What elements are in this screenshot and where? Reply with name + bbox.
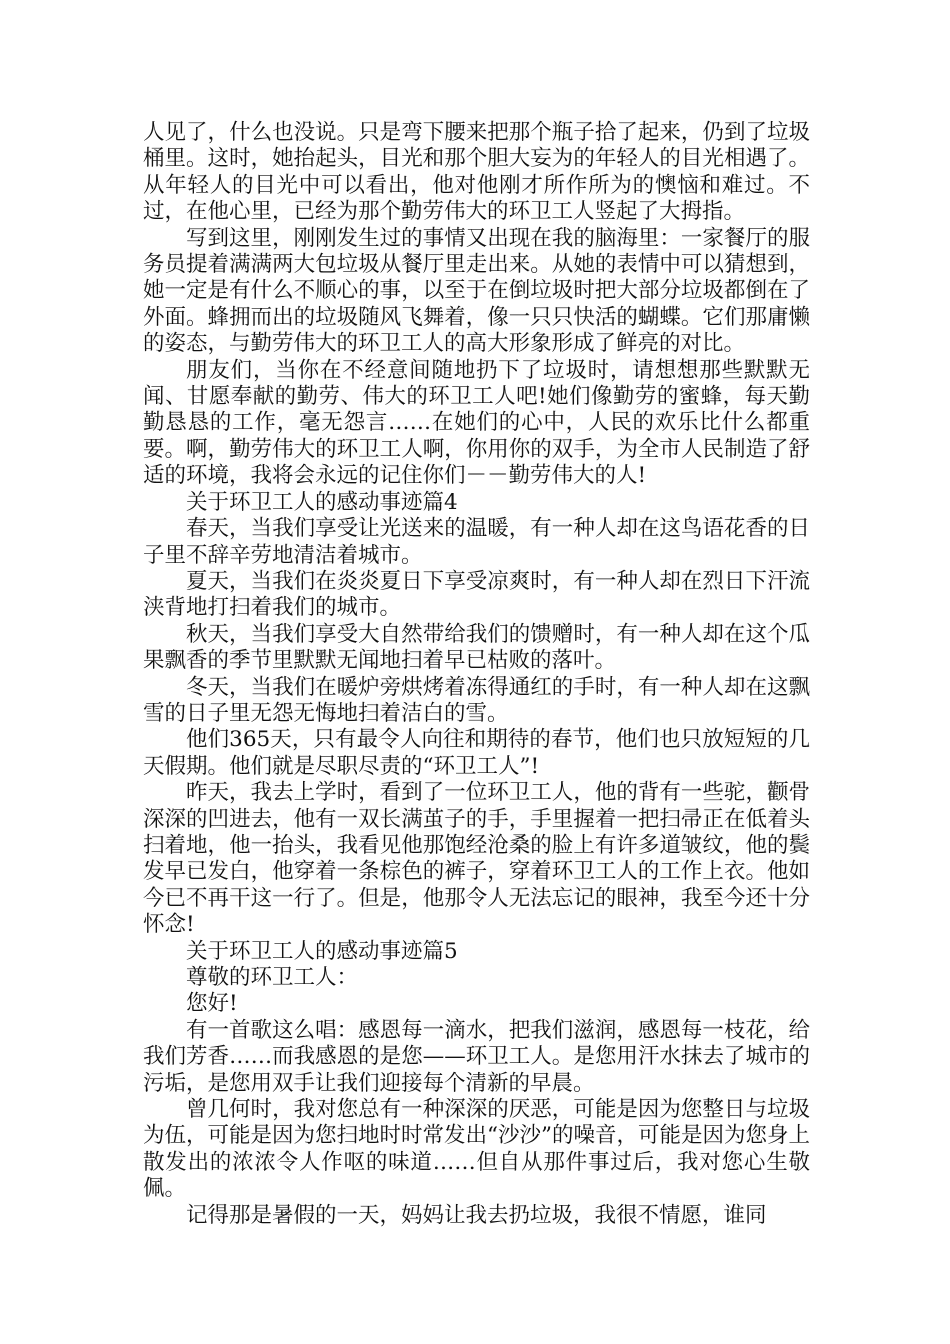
body-paragraph: 曾几何时，我对您总有一种深深的厌恶，可能是因为您整日与垃圾为伍，可能是因为您扫地时时常发出“沙沙”的噪音，可能是因为您身上散发出的浓浓令人作呕的味道……但自从那件事过后，我对您心生敬佩。 [143, 1097, 810, 1202]
body-paragraph: 人见了，什么也没说。只是弯下腰来把那个瓶子拾了起来，仍到了垃圾桶里。这时，她抬起头，目光和那个胆大妄为的年轻人的目光相遇了。从年轻人的目光中可以看出，他对他刚才所作所为的懊恼和难过。不过，在他心里，已经为那个勤劳伟大的环卫工人竖起了大拇指。 [143, 120, 810, 225]
letter-greeting: 您好! [186, 991, 238, 1017]
body-paragraph: 写到这里，刚刚发生过的事情又出现在我的脑海里：一家餐厅的服务员提着满满两大包垃圾从餐厅里走出来。从她的表情中可以猜想到，她一定是有什么不顺心的事，以至于在倒垃圾时把大部分垃圾都倒在了外面。蜂拥而出的垃圾随风飞舞着，像一只只快活的蝴蝶。它们那庸懒的姿态，与勤劳伟大的环卫工人的高大形象形成了鲜亮的对比。 [143, 225, 810, 357]
body-paragraph: 夏天，当我们在炎炎夏日下享受凉爽时，有一种人却在烈日下汗流浃背地打扫着我们的城市。 [143, 568, 810, 621]
body-paragraph: 记得那是暑假的一天，妈妈让我去扔垃圾，我很不情愿，谁同 [186, 1202, 767, 1228]
body-paragraph: 他们365天，只有最令人向往和期待的春节，他们也只放短短的几天假期。他们就是尽职尽责的“环卫工人”! [143, 727, 810, 779]
letter-salutation: 尊敬的环卫工人： [186, 965, 359, 990]
document-page [143, 120, 810, 1229]
body-paragraph: 冬天，当我们在暖炉旁烘烤着冻得通红的手时，有一种人却在这飘雪的日子里无怨无悔地扫着洁白的雪。 [143, 674, 810, 726]
body-paragraph: 昨天，我去上学时，看到了一位环卫工人，他的背有一些驼，颧骨深深的凹进去，他有一双长满茧子的手，手里握着一把扫帚正在低着头扫着地，他一抬头，我看见他那饱经沧桑的脸上有许多道皱纹，他的鬓发早已发白，他穿着一条棕色的裤子，穿着环卫工人的工作上衣。他如今已不再干这一行了。但是，他那令人无法忘记的眼神，我至今还十分怀念! [143, 780, 810, 938]
body-paragraph: 朋友们，当你在不经意间随地扔下了垃圾时，请想想那些默默无闻、甘愿奉献的勤劳、伟大的环卫工人吧!她们像勤劳的蜜蜂，每天勤勤恳恳的工作，毫无怨言……在她们的心中，人民的欢乐比什么都重要。啊，勤劳伟大的环卫工人啊，你用你的双手，为全市人民制造了舒适的环境，我将会永远的记住你们－－勤劳伟大的人! [143, 357, 810, 489]
body-paragraph: 春天，当我们享受让光送来的温暖，有一种人却在这鸟语花香的日子里不辞辛劳地清洁着城市。 [143, 516, 810, 568]
body-paragraph: 秋天，当我们享受大自然带给我们的馈赠时，有一种人却在这个瓜果飘香的季节里默默无闻地扫着早已枯败的落叶。 [143, 621, 810, 674]
section-heading: 关于环卫工人的感动事迹篇4 [186, 489, 458, 515]
body-paragraph: 有一首歌这么唱：感恩每一滴水，把我们滋润，感恩每一枝花，给我们芳香……而我感恩的是您——环卫工人。是您用汗水抹去了城市的污垢，是您用双手让我们迎接每个清新的早晨。 [143, 1017, 810, 1096]
section-heading: 关于环卫工人的感动事迹篇5 [186, 938, 458, 964]
